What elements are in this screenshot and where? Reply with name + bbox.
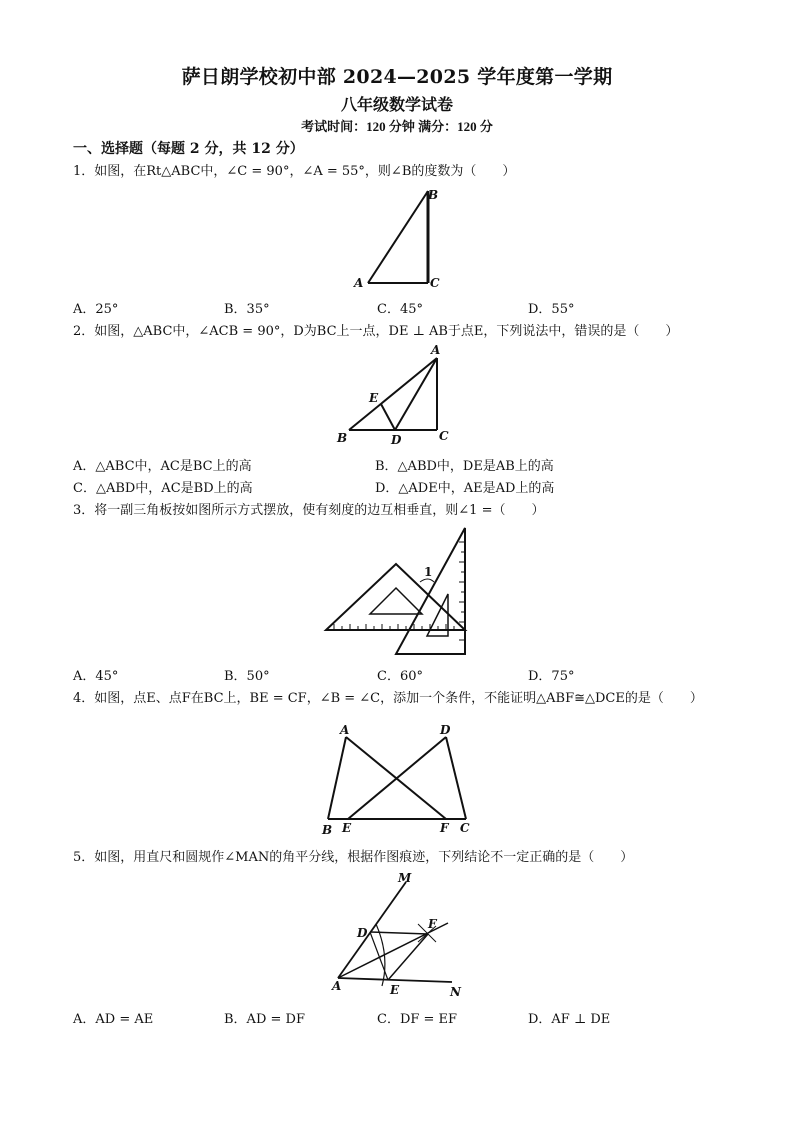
q1-option-c: C．45° [377, 302, 423, 317]
q4-label-f: F [440, 821, 449, 835]
q2-option-a: A．△ABC中，AC是BC上的高 [73, 459, 252, 474]
q1-option-a: A．25° [73, 302, 119, 317]
q5-label-m: M [398, 871, 412, 885]
q5-option-d: D．AF ⊥ DE [528, 1012, 611, 1027]
q2-label-d: D [391, 433, 402, 447]
question-4-stem: 4．如图，点E、点F在BC上，BE = CF，∠B = ∠C，添加一个条件，不能证明△ABF≅△DCE的是（ ） [73, 691, 703, 706]
q1-label-b: B [428, 188, 439, 202]
q3-option-b: B．50° [224, 669, 270, 684]
exam-subtitle: 八年级数学试卷 [340, 95, 453, 114]
q2-option-c: C．△ABD中，AC是BD上的高 [73, 481, 253, 496]
q5-label-a: A [332, 979, 342, 993]
q4-label-a: A [340, 723, 350, 737]
q5-label-n: N [450, 985, 461, 999]
question-2-stem: 2．如图，△ABC中，∠ACB = 90°，D为BC上一点，DE ⊥ AB于点E，下列说法中，错误的是（ ） [73, 324, 679, 339]
q2-label-e: E [369, 391, 379, 405]
question-5-figure [330, 868, 470, 1000]
q4-label-b: B [322, 823, 333, 837]
question-1-stem: 1．如图，在Rt△ABC中，∠C = 90°，∠A = 55°，则∠B的度数为（ ） [73, 164, 516, 179]
question-4-figure [318, 722, 478, 838]
q2-label-b: B [337, 431, 348, 445]
q1-label-a: A [354, 276, 364, 290]
question-5-stem: 5．如图，用直尺和圆规作∠MAN的角平分线，根据作图痕迹，下列结论不一定正确的是（ ） [73, 850, 634, 865]
q3-option-c: C．60° [377, 669, 423, 684]
exam-title: 萨日朗学校初中部 2024—2025 学年度第一学期 [181, 66, 613, 88]
question-2-figure [335, 342, 465, 450]
q2-option-b: B．△ABD中，DE是AB上的高 [375, 459, 554, 474]
q3-angle-label: 1 [424, 565, 433, 579]
q4-label-d: D [440, 723, 451, 737]
q1-option-b: B．35° [224, 302, 270, 317]
q5-option-c: C．DF = EF [377, 1012, 458, 1027]
q5-label-f: F [428, 917, 437, 931]
q2-label-a: A [431, 343, 441, 357]
q4-label-e: E [342, 821, 352, 835]
q3-option-a: A．45° [73, 669, 119, 684]
question-1-figure [350, 185, 450, 295]
q2-option-d: D．△ADE中，AE是AD上的高 [375, 481, 555, 496]
q2-label-c: C [439, 429, 449, 443]
question-3-figure [324, 522, 474, 658]
q1-label-c: C [430, 276, 440, 290]
q1-option-d: D．55° [528, 302, 575, 317]
q4-label-c: C [460, 821, 470, 835]
exam-info: 考试时间：120 分钟 满分：120 分 [301, 119, 493, 134]
q5-label-e: E [390, 983, 400, 997]
section-heading: 一、选择题（每题 2 分，共 12 分） [73, 141, 304, 157]
question-3-stem: 3．将一副三角板按如图所示方式摆放，使有刻度的边互相垂直，则∠1 =（ ） [73, 503, 545, 518]
q3-option-d: D．75° [528, 669, 575, 684]
q5-option-a: A．AD = AE [73, 1012, 154, 1027]
q5-option-b: B．AD = DF [224, 1012, 305, 1027]
q5-label-d: D [357, 926, 368, 940]
